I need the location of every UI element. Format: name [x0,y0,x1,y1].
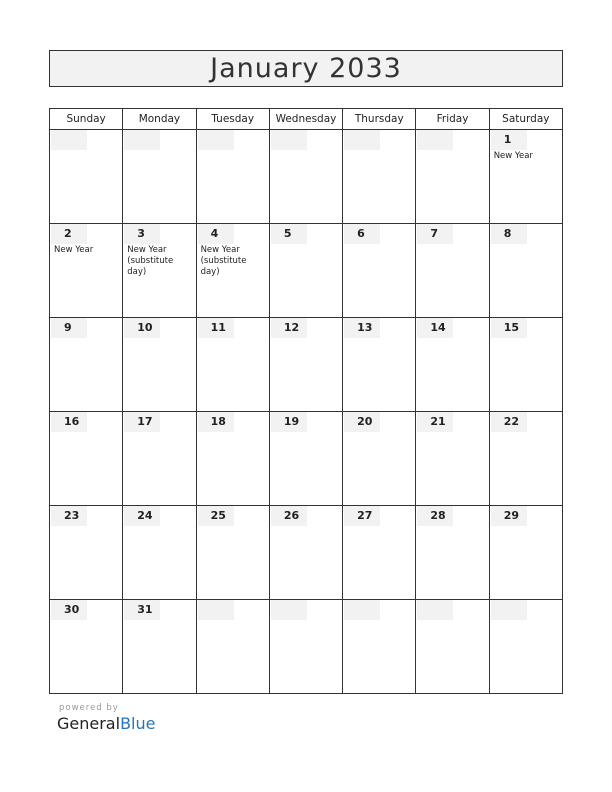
day-cell [196,130,269,224]
day-number: 7 [417,224,453,244]
day-number [198,130,234,150]
day-cell [50,318,123,412]
day-cell [269,600,342,694]
day-cell [416,600,489,694]
brand-name-part2: Blue [120,714,156,733]
week-row [50,506,563,600]
day-cell [343,506,416,600]
day-cell [489,506,562,600]
day-number [344,130,380,150]
day-number: 30 [51,600,87,620]
day-cell [269,412,342,506]
day-number [344,600,380,620]
holiday-label: New Year (substitute day) [127,245,174,277]
day-cell [489,318,562,412]
week-row [50,130,563,224]
day-number: 6 [344,224,380,244]
day-cell [269,224,342,318]
week-row [50,318,563,412]
day-number: 23 [51,506,87,526]
day-number: 9 [51,318,87,338]
day-cell [343,318,416,412]
weekday-header: Thursday [343,109,416,130]
day-number: 24 [124,506,160,526]
day-number [417,130,453,150]
day-cell [123,318,196,412]
day-number: 26 [271,506,307,526]
weekday-header-row [50,109,563,130]
day-cell [269,506,342,600]
day-cell [123,412,196,506]
day-number: 11 [198,318,234,338]
day-number: 22 [491,412,527,432]
day-cell [50,600,123,694]
day-number: 29 [491,506,527,526]
day-cell [50,506,123,600]
day-number: 10 [124,318,160,338]
day-number: 3 [124,224,160,244]
footer-branding [57,703,155,733]
day-cell [416,130,489,224]
holiday-label: New Year (substitute day) [200,245,247,277]
day-number: 8 [491,224,527,244]
day-cell [196,224,269,318]
day-cell [196,318,269,412]
day-number [51,130,87,150]
day-cell [416,224,489,318]
weekday-header: Monday [123,109,196,130]
weekday-header: Tuesday [196,109,269,130]
day-number: 31 [124,600,160,620]
day-cell [123,224,196,318]
day-cell [416,318,489,412]
calendar-title: January 2033 [49,50,563,87]
day-number [491,600,527,620]
day-number: 20 [344,412,380,432]
day-cell [269,130,342,224]
day-number: 2 [51,224,87,244]
day-number [271,130,307,150]
day-number: 19 [271,412,307,432]
day-cell [489,412,562,506]
day-cell [269,318,342,412]
day-number: 17 [124,412,160,432]
weekday-header: Friday [416,109,489,130]
day-number: 13 [344,318,380,338]
day-number: 14 [417,318,453,338]
day-number: 15 [491,318,527,338]
day-number [271,600,307,620]
day-cell [343,600,416,694]
day-cell [123,130,196,224]
day-number [124,130,160,150]
brand-name-part1: General [57,714,121,733]
day-cell [343,130,416,224]
day-cell [50,412,123,506]
week-row [50,224,563,318]
powered-by-text: powered by [59,703,119,713]
day-cell [489,600,562,694]
day-number: 27 [344,506,380,526]
day-cell [489,224,562,318]
week-row [50,412,563,506]
weekday-header: Saturday [489,109,562,130]
calendar-grid [49,108,563,694]
holiday-label: New Year [493,151,533,161]
day-number: 25 [198,506,234,526]
day-cell [416,412,489,506]
day-number: 28 [417,506,453,526]
weekday-header: Sunday [50,109,123,130]
day-cell [50,224,123,318]
day-cell [196,412,269,506]
day-number: 21 [417,412,453,432]
day-cell [489,130,562,224]
day-cell [343,412,416,506]
day-cell [50,130,123,224]
day-cell [416,506,489,600]
day-number: 12 [271,318,307,338]
day-cell [196,506,269,600]
day-number: 18 [198,412,234,432]
weekday-header: Wednesday [269,109,342,130]
day-cell [196,600,269,694]
day-number: 4 [198,224,234,244]
holiday-label: New Year [54,245,94,255]
day-number: 1 [491,130,527,150]
day-number [417,600,453,620]
week-row [50,600,563,694]
day-number [198,600,234,620]
day-cell [123,600,196,694]
brand-logo [57,714,155,733]
day-cell [123,506,196,600]
day-number: 5 [271,224,307,244]
day-number: 16 [51,412,87,432]
day-cell [343,224,416,318]
